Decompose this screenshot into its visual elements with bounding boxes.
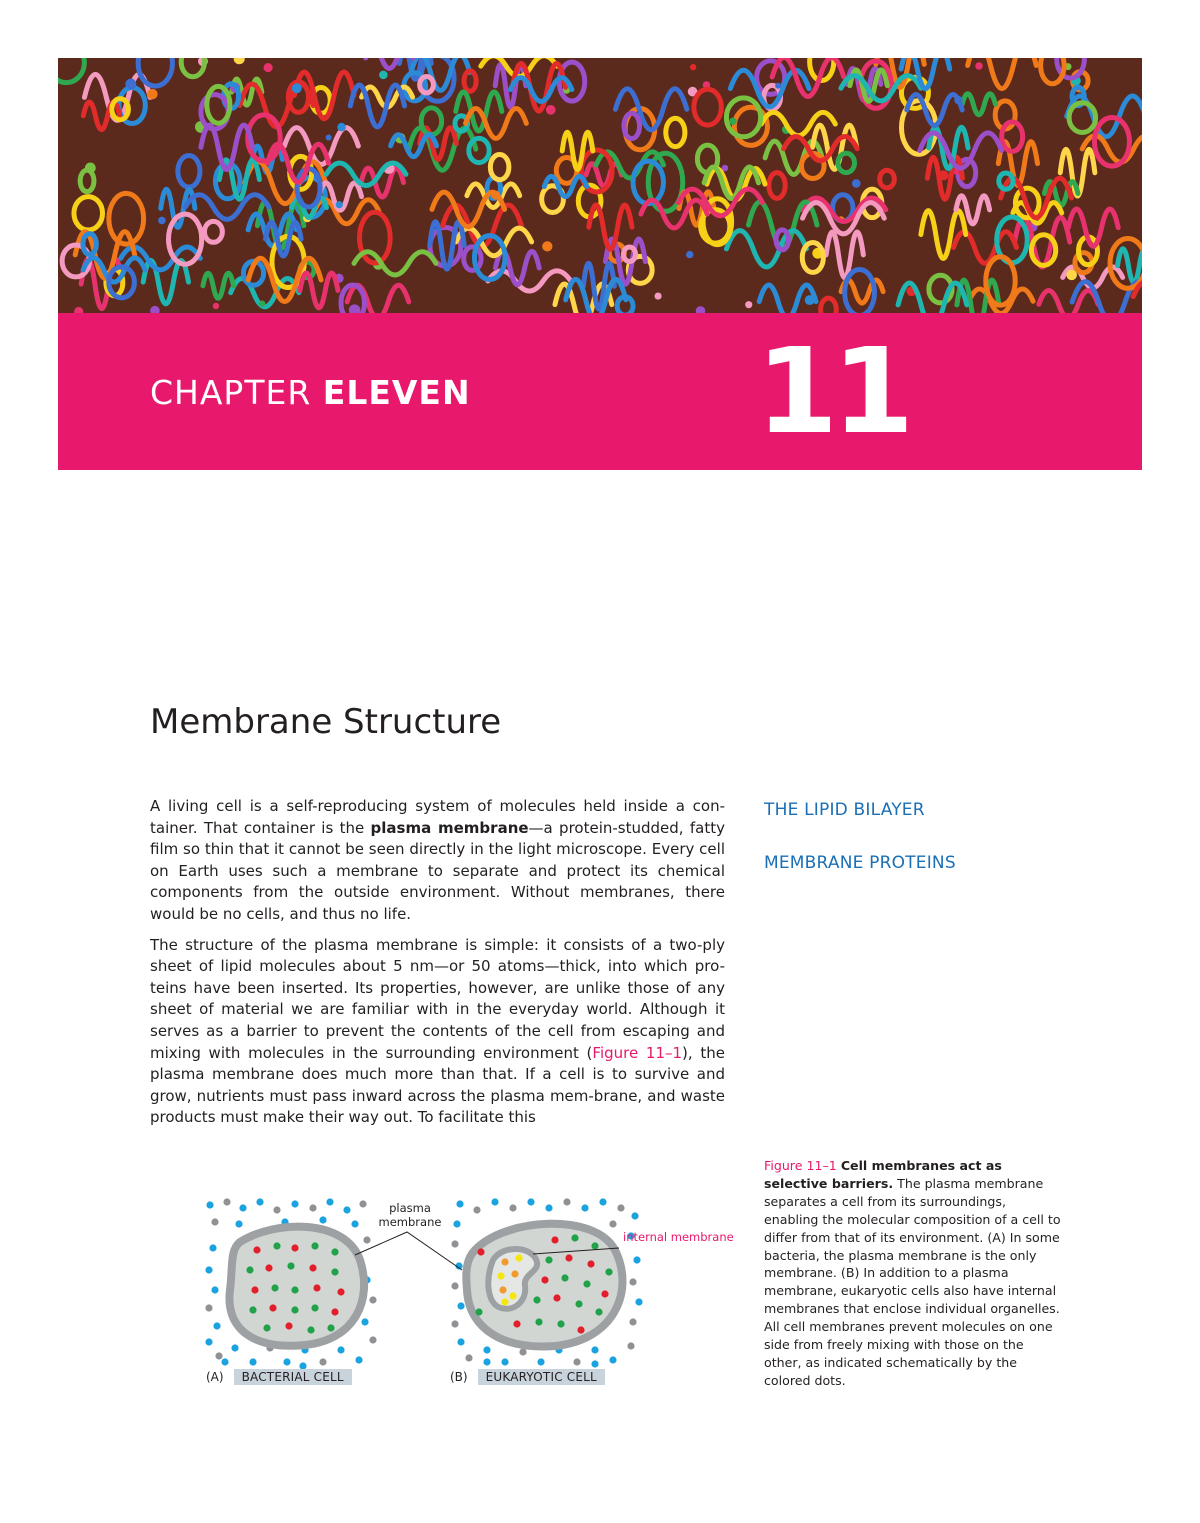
p2-text-a: The structure of the plasma membrane is simple: it consists of a two-ply sheet of lipid molecules about 5 nm—or 50 atoms—thick, into which pro-teins have been inserted. Its properties, however, are unlike those of any sheet of material we are familiar with in the everyday world. Although it serves as a barrier to prevent the contents of the cell from escaping and mixing with molecules in the surrounding environment (: [150, 935, 725, 1062]
figure-11-1-diagram: [195, 1190, 695, 1390]
section-membrane-proteins[interactable]: MEMBRANE PROTEINS: [764, 853, 956, 873]
cell-membrane-diagram: [195, 1190, 695, 1390]
molecule-dot: [291, 1200, 298, 1207]
banner-dot: [125, 79, 136, 90]
molecule-dot: [591, 1242, 598, 1249]
molecule-dot: [331, 1248, 338, 1255]
chapter-banner-artwork: [58, 58, 1142, 313]
banner-dot: [745, 301, 752, 308]
label-plasma-membrane: plasma membrane: [378, 1201, 442, 1229]
molecule-dot: [215, 1352, 222, 1359]
molecule-dot: [551, 1236, 558, 1243]
banner-ring: [821, 298, 837, 313]
molecule-dot: [311, 1304, 318, 1311]
molecule-dot: [273, 1242, 280, 1249]
molecule-dot: [509, 1292, 516, 1299]
molecule-dot: [205, 1338, 212, 1345]
molecule-dot: [527, 1198, 534, 1205]
banner-dot: [147, 89, 158, 100]
molecule-dot: [591, 1346, 598, 1353]
molecule-dot: [617, 1204, 624, 1211]
molecule-dot: [211, 1218, 218, 1225]
molecule-dot: [605, 1268, 612, 1275]
molecule-dot: [351, 1220, 358, 1227]
molecule-dot: [326, 1198, 333, 1205]
chapter-number: 11: [756, 322, 909, 460]
molecule-dot: [501, 1358, 508, 1365]
molecule-dot: [577, 1326, 584, 1333]
molecule-dot: [246, 1266, 253, 1273]
molecule-dot: [511, 1270, 518, 1277]
molecule-dot: [565, 1254, 572, 1261]
molecule-dot: [557, 1320, 564, 1327]
molecule-dot: [587, 1260, 594, 1267]
chapter-label: [150, 373, 471, 412]
banner-dot: [729, 118, 736, 125]
banner-dot: [213, 303, 219, 309]
molecule-dot: [553, 1294, 560, 1301]
molecule-dot: [497, 1272, 504, 1279]
banner-ring: [138, 58, 172, 86]
molecule-dot: [575, 1300, 582, 1307]
colorful-squiggle-pattern: [58, 58, 1142, 313]
molecule-dot: [265, 1264, 272, 1271]
banner-dot: [150, 306, 160, 313]
molecule-dot: [205, 1266, 212, 1273]
molecule-dot: [269, 1304, 276, 1311]
banner-ring: [726, 98, 760, 137]
banner-ring: [421, 108, 441, 135]
molecule-dot: [475, 1308, 482, 1315]
banner-dot: [349, 304, 360, 313]
molecule-dot: [327, 1324, 334, 1331]
banner-dot: [654, 293, 661, 300]
molecule-dot: [256, 1198, 263, 1205]
banner-ring: [80, 170, 94, 192]
paragraph-2: [150, 935, 725, 1129]
p1-text-a: A living cell is a self-reproducing system of molecules held inside a con-tainer. That container is the: [150, 797, 725, 837]
banner-ring: [880, 170, 895, 188]
banner-dot: [546, 105, 556, 115]
molecule-dot: [635, 1298, 642, 1305]
banner-ring: [838, 153, 855, 172]
caption-text: The plasma membrane separates a cell from its surroundings, enabling the molecular composition of a cell to differ from that of its environment. (A) In some bacteria, the plasma membrane is the only membrane. (B) In addition to a plasma membrane, eukaryotic cells also have internal membranes that enclose individual organelles. All cell membranes prevent molecules on one side from freely mixing with those on the other, as indicated schematically by the colored dots.: [764, 1175, 1061, 1388]
molecule-dot: [599, 1198, 606, 1205]
molecule-dot: [595, 1308, 602, 1315]
molecule-dot: [231, 1344, 238, 1351]
molecule-dot: [355, 1356, 362, 1363]
banner-squiggle: [962, 94, 995, 115]
banner-dot: [852, 179, 861, 188]
molecule-dot: [343, 1206, 350, 1213]
molecule-dot: [457, 1302, 464, 1309]
molecule-dot: [456, 1200, 463, 1207]
molecule-dot: [361, 1318, 368, 1325]
molecule-dot: [561, 1274, 568, 1281]
banner-ring: [624, 113, 640, 138]
molecule-dot: [583, 1280, 590, 1287]
molecule-dot: [513, 1320, 520, 1327]
chapter-header-bar: [58, 313, 1142, 470]
molecule-dot: [235, 1220, 242, 1227]
banner-squiggle: [161, 189, 195, 227]
molecule-dot: [331, 1308, 338, 1315]
molecule-dot: [239, 1204, 246, 1211]
banner-ring: [623, 247, 635, 261]
molecule-dot: [545, 1204, 552, 1211]
molecule-dot: [211, 1286, 218, 1293]
banner-dot: [805, 295, 815, 305]
banner-dot: [234, 58, 245, 64]
molecule-dot: [629, 1278, 636, 1285]
banner-dot: [690, 64, 696, 70]
molecule-dot: [206, 1201, 213, 1208]
banner-dot: [85, 163, 96, 174]
paragraph-1: [150, 796, 725, 926]
section-list: [764, 800, 956, 906]
panel-a-label: [206, 1369, 352, 1385]
banner-squiggle: [726, 231, 806, 267]
molecule-dot: [253, 1246, 260, 1253]
molecule-dot: [453, 1220, 460, 1227]
banner-ring: [58, 58, 84, 83]
bacterial-cell-plasma-membrane: [229, 1227, 364, 1346]
caption-figure-number: Figure 11–1: [764, 1158, 837, 1173]
banner-dot: [336, 201, 343, 208]
molecule-dot: [631, 1212, 638, 1219]
molecule-dot: [313, 1284, 320, 1291]
molecule-dot: [563, 1198, 570, 1205]
molecule-dot: [483, 1346, 490, 1353]
molecule-dot: [291, 1286, 298, 1293]
molecule-dot: [223, 1198, 230, 1205]
banner-dot: [686, 251, 693, 258]
molecule-dot: [457, 1338, 464, 1345]
molecule-dot: [581, 1204, 588, 1211]
molecule-dot: [287, 1262, 294, 1269]
banner-squiggle: [969, 289, 1033, 313]
banner-dot: [975, 62, 982, 69]
banner-dot: [158, 217, 166, 225]
figure-caption: [764, 1157, 1064, 1390]
molecule-dot: [251, 1286, 258, 1293]
banner-ring: [178, 156, 200, 188]
page-title: Membrane Structure: [150, 702, 502, 742]
banner-dot: [292, 83, 302, 93]
molecule-dot: [501, 1258, 508, 1265]
molecule-dot: [291, 1306, 298, 1313]
molecule-dot: [601, 1290, 608, 1297]
molecule-dot: [221, 1358, 228, 1365]
banner-ring: [204, 221, 222, 242]
banner-ring: [469, 138, 489, 162]
molecule-dot: [337, 1346, 344, 1353]
molecule-dot: [627, 1342, 634, 1349]
molecule-dot: [537, 1358, 544, 1365]
molecule-dot: [491, 1198, 498, 1205]
panel-b-letter: (B): [450, 1370, 468, 1384]
p2-text-b: ), the plasma membrane does much more than that. If a cell is to survive and grow, nutrients must pass inward across the plasma mem-brane, and waste products must make their way out. To facilitate this: [150, 1043, 725, 1127]
molecule-dot: [499, 1286, 506, 1293]
molecule-dot: [465, 1354, 472, 1361]
molecule-dot: [363, 1236, 370, 1243]
section-lipid-bilayer[interactable]: THE LIPID BILAYER: [764, 800, 925, 820]
molecule-dot: [309, 1204, 316, 1211]
banner-squiggle: [203, 273, 234, 298]
molecule-dot: [533, 1296, 540, 1303]
molecule-dot: [483, 1358, 490, 1365]
molecule-dot: [451, 1320, 458, 1327]
molecule-dot: [205, 1304, 212, 1311]
panel-a-letter: (A): [206, 1370, 224, 1384]
molecule-dot: [629, 1318, 636, 1325]
banner-ring: [666, 118, 685, 146]
banner-dot: [326, 134, 332, 140]
molecule-dot: [249, 1306, 256, 1313]
panel-b-title: EUKARYOTIC CELL: [478, 1369, 605, 1385]
p1-text-b: —a protein-studded, fatty film so thin that it cannot be seen directly in the light microscope. Every cell on Earth uses such a membrane to separate and protect its chemical components from the outside environment. Without membranes, there would be no cells, and thus no life.: [150, 818, 725, 923]
molecule-dot: [283, 1358, 290, 1365]
molecule-dot: [369, 1336, 376, 1343]
molecule-dot: [331, 1268, 338, 1275]
molecule-dot: [609, 1220, 616, 1227]
banner-dot: [264, 63, 273, 72]
molecule-dot: [535, 1318, 542, 1325]
molecule-dot: [249, 1358, 256, 1365]
banner-dot: [542, 241, 552, 251]
molecule-dot: [473, 1206, 480, 1213]
banner-dot: [337, 123, 345, 131]
molecule-dot: [359, 1200, 366, 1207]
banner-ring: [168, 214, 201, 264]
banner-ring: [490, 154, 509, 179]
banner-dot: [259, 300, 265, 306]
molecule-dot: [263, 1324, 270, 1331]
plasma-membrane-pointer-line: [355, 1232, 462, 1270]
molecule-dot: [515, 1254, 522, 1261]
molecule-dot: [541, 1276, 548, 1283]
banner-ring: [74, 197, 103, 230]
panel-a-title: BACTERIAL CELL: [234, 1369, 352, 1385]
panel-b-label: [450, 1369, 605, 1385]
banner-dot: [775, 83, 781, 89]
banner-pattern: [58, 58, 1142, 313]
banner-dot: [696, 306, 705, 313]
key-term-plasma-membrane: plasma membrane: [370, 818, 529, 837]
molecule-dot: [451, 1282, 458, 1289]
banner-squiggle: [1039, 291, 1098, 313]
figure-reference-link[interactable]: Figure 11–1: [592, 1043, 683, 1062]
caption-title: Cell membranes act as selective barriers.: [764, 1158, 1002, 1191]
banner-dot: [954, 96, 962, 104]
molecule-dot: [311, 1242, 318, 1249]
molecule-dot: [309, 1264, 316, 1271]
chapter-number-word: ELEVEN: [322, 373, 471, 412]
molecule-dot: [307, 1326, 314, 1333]
molecule-dot: [285, 1322, 292, 1329]
molecule-dot: [477, 1248, 484, 1255]
body-text: [150, 796, 725, 1138]
molecule-dot: [509, 1204, 516, 1211]
molecule-dot: [451, 1240, 458, 1247]
molecule-dot: [609, 1356, 616, 1363]
banner-ring: [109, 193, 144, 244]
molecule-dot: [369, 1296, 376, 1303]
molecule-dot: [501, 1298, 508, 1305]
banner-ring: [769, 173, 785, 199]
banner-dot: [379, 71, 388, 80]
molecule-dot: [545, 1256, 552, 1263]
molecule-dot: [273, 1206, 280, 1213]
banner-dot: [1066, 270, 1077, 281]
molecule-dot: [319, 1216, 326, 1223]
molecule-dot: [337, 1288, 344, 1295]
banner-ring: [694, 89, 721, 125]
molecule-dot: [291, 1244, 298, 1251]
chapter-word: CHAPTER: [150, 373, 312, 412]
molecule-dot: [573, 1358, 580, 1365]
molecule-dot: [571, 1234, 578, 1241]
molecule-dot: [591, 1360, 598, 1367]
label-internal-membrane: internal membrane: [623, 1230, 734, 1244]
molecule-dot: [213, 1322, 220, 1329]
molecule-dot: [319, 1358, 326, 1365]
banner-squiggle: [366, 58, 413, 68]
molecule-dot: [209, 1244, 216, 1251]
molecule-dot: [271, 1284, 278, 1291]
molecule-dot: [633, 1256, 640, 1263]
